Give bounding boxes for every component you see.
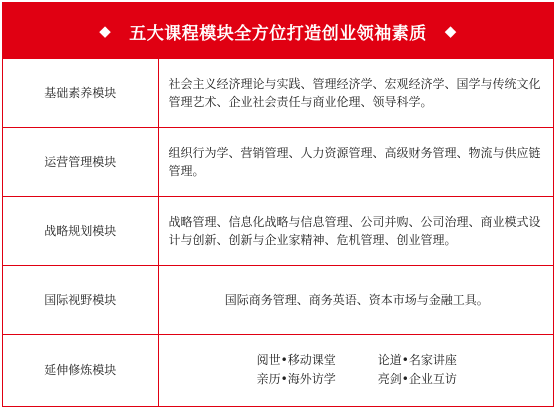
header-banner: [3, 3, 553, 59]
module-name: 运营管理模块: [3, 127, 158, 196]
module-item: 亲历•海外访学: [256, 372, 336, 387]
module-name: 战略规划模块: [3, 196, 158, 265]
table-row: [3, 196, 553, 265]
module-description: [158, 334, 553, 406]
diamond-icon: ◆: [99, 22, 112, 40]
table-row: [3, 127, 553, 196]
module-description: 国际商务管理、商务英语、资本市场与金融工具。: [158, 265, 553, 334]
module-item: 论道•名家讲座: [377, 353, 457, 368]
module-description: 组织行为学、营销管理、人力资源管理、高级财务管理、物流与供应链管理。: [158, 127, 553, 196]
table-row: [3, 334, 553, 406]
module-item: 亮剑•企业互访: [377, 372, 457, 387]
modules-table: [3, 59, 553, 406]
module-name: 基础素养模块: [3, 59, 158, 127]
module-description: 社会主义经济理论与实践、管理经济学、宏观经济学、国学与传统文化管理艺术、企业社会责任与商业伦理、领导科学。: [158, 59, 553, 127]
module-item: 阅世•移动课堂: [256, 353, 336, 368]
module-name: 延伸修炼模块: [3, 334, 158, 406]
diamond-icon: ◆: [444, 22, 457, 40]
table-row: [3, 265, 553, 334]
module-items-grid: [169, 351, 546, 389]
module-name: 国际视野模块: [3, 265, 158, 334]
module-description: 战略管理、信息化战略与信息管理、公司并购、公司治理、商业模式设计与创新、创新与企业家精神、危机管理、创业管理。: [158, 196, 553, 265]
table-row: [3, 59, 553, 127]
header-title: 五大课程模块全方位打造创业领袖素质: [129, 23, 427, 44]
course-modules-panel: [2, 2, 554, 407]
